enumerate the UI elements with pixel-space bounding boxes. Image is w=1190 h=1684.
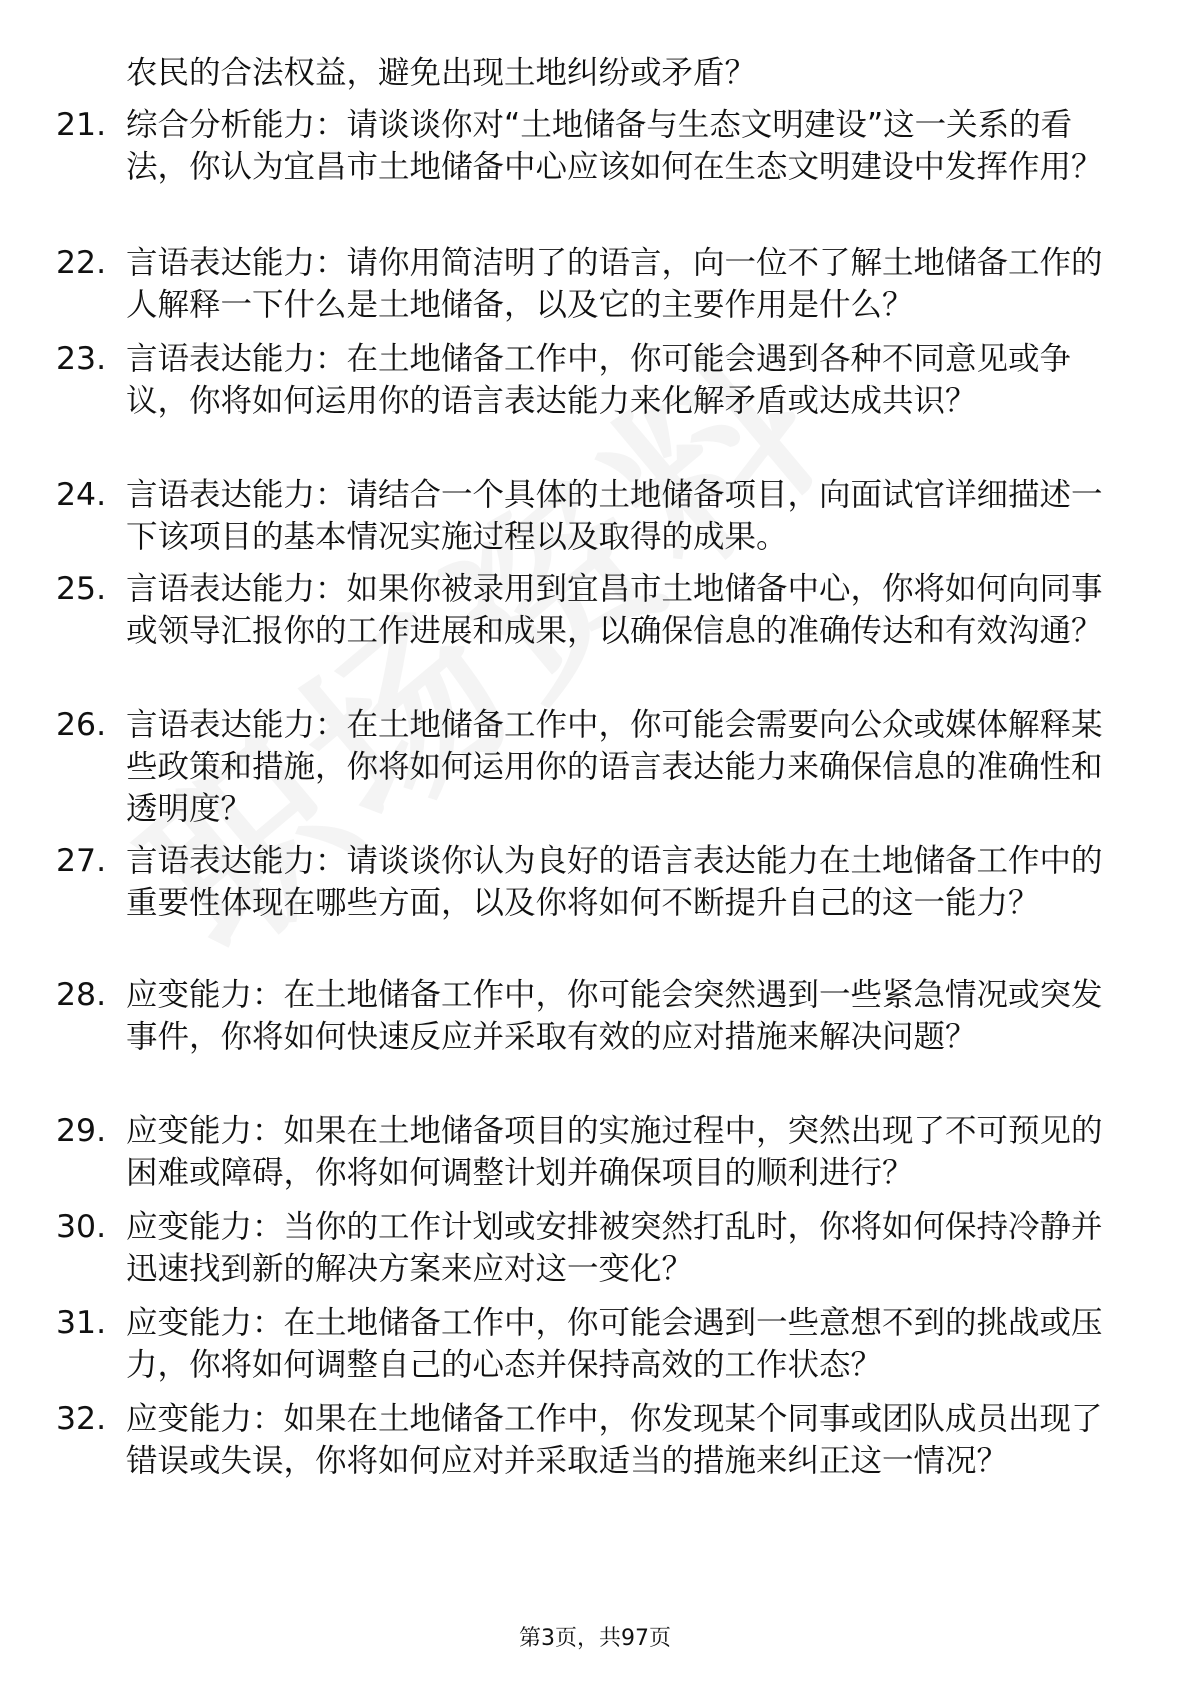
question-text: 言语表达能力：在土地储备工作中，你可能会遇到各种不同意见或争议，你将如何运用你的语言表达能力来化解矛盾或达成共识？ bbox=[126, 341, 1072, 419]
question-text: 应变能力：在土地储备工作中，你可能会突然遇到一些紧急情况或突发事件，你将如何快速反应并采取有效的应对措施来解决问题？ bbox=[126, 977, 1103, 1055]
question-number: 21. bbox=[56, 107, 107, 143]
question-text: 应变能力：如果在土地储备工作中，你发现某个同事或团队成员出现了错误或失误，你将如何应对并采取适当的措施来纠正这一情况？ bbox=[126, 1401, 1103, 1479]
question-text: 应变能力：如果在土地储备项目的实施过程中，突然出现了不可预见的困难或障碍，你将如何调整计划并确保项目的顺利进行？ bbox=[126, 1113, 1103, 1191]
question-number: 31. bbox=[56, 1305, 107, 1341]
question-text: 言语表达能力：请谈谈你认为良好的语言表达能力在土地储备工作中的重要性体现在哪些方面，以及你将如何不断提升自己的这一能力？ bbox=[126, 843, 1103, 921]
question-number: 32. bbox=[56, 1401, 107, 1437]
page-footer: 第3页，共97页 bbox=[519, 1626, 671, 1651]
question-number: 22. bbox=[56, 245, 107, 281]
question-text: 言语表达能力：在土地储备工作中，你可能会需要向公众或媒体解释某些政策和措施，你将如何运用你的语言表达能力来确保信息的准确性和透明度？ bbox=[126, 707, 1103, 827]
question-number: 25. bbox=[56, 571, 107, 607]
question-text: 言语表达能力：请你用简洁明了的语言，向一位不了解土地储备工作的人解释一下什么是土地储备，以及它的主要作用是什么？ bbox=[126, 245, 1103, 323]
question-number: 28. bbox=[56, 977, 107, 1013]
question-text: 综合分析能力：请谈谈你对“土地储备与生态文明建设”这一关系的看法，你认为宜昌市土地储备中心应该如何在生态文明建设中发挥作用？ bbox=[126, 107, 1103, 185]
question-number: 30. bbox=[56, 1209, 107, 1245]
continuation-text: 农民的合法权益，避免出现土地纠纷或矛盾？ bbox=[126, 55, 757, 91]
question-number: 27. bbox=[56, 843, 107, 879]
question-number: 26. bbox=[56, 707, 107, 743]
question-text: 应变能力：当你的工作计划或安排被突然打乱时，你将如何保持冷静并迅速找到新的解决方案来应对这一变化？ bbox=[126, 1209, 1103, 1287]
question-number: 24. bbox=[56, 477, 107, 513]
question-text: 言语表达能力：如果你被录用到宜昌市土地储备中心，你将如何向同事或领导汇报你的工作进展和成果，以确保信息的准确传达和有效沟通？ bbox=[126, 571, 1103, 649]
question-text: 应变能力：在土地储备工作中，你可能会遇到一些意想不到的挑战或压力，你将如何调整自己的心态并保持高效的工作状态？ bbox=[126, 1305, 1103, 1383]
question-text: 言语表达能力：请结合一个具体的土地储备项目，向面试官详细描述一下该项目的基本情况实施过程以及取得的成果。 bbox=[126, 477, 1103, 555]
question-number: 23. bbox=[56, 341, 107, 377]
question-number: 29. bbox=[56, 1113, 107, 1149]
